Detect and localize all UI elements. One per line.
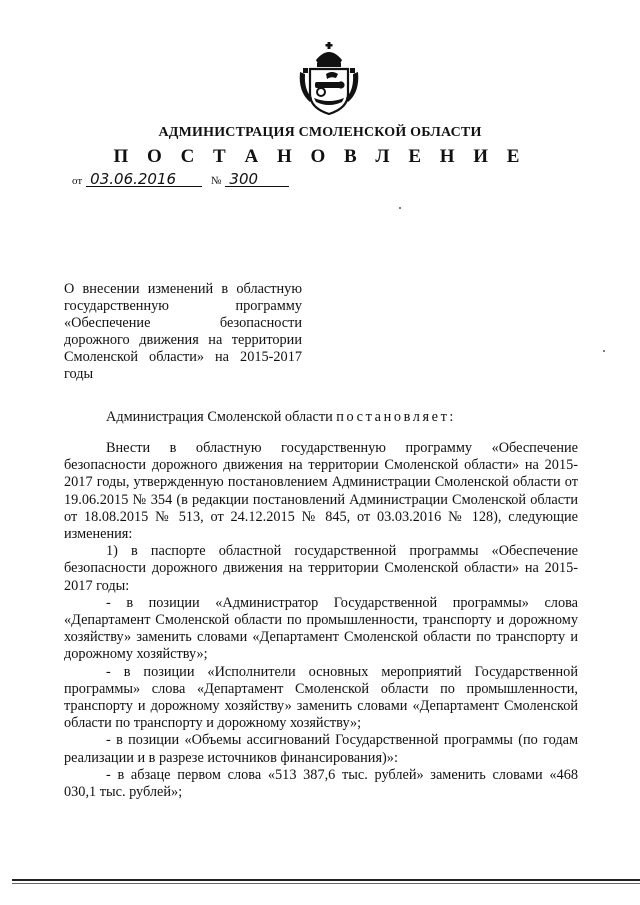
preamble xyxy=(106,409,456,426)
document-subject: О внесении изменений в областную государственную программу «Обеспечение безопасности дорожного движения на территории Смоленской области» на 2015-2017 годы xyxy=(64,281,302,382)
organization-name: АДМИНИСТРАЦИЯ СМОЛЕНСКОЙ ОБЛАСТИ xyxy=(158,125,482,140)
scan-speck xyxy=(603,350,605,352)
preamble-resolves: постановляет: xyxy=(336,409,457,425)
date-prefix-label: от xyxy=(72,175,83,187)
date-number-line xyxy=(72,172,289,187)
scan-speck xyxy=(399,207,401,209)
paragraph-administrator: - в позиции «Администратор Государственной программы» слова «Департамент Смоленской области по промышленности, транспорту и дорожному хозяйству» заменить словами «Департамент Смоленской области по транспорту и дорожному хозяйству»; xyxy=(64,594,578,663)
paragraph-executors: - в позиции «Исполнители основных мероприятий Государственной программы» слова «Департамент Смоленской области по промышленности, транспорту и дорожному хозяйству» заменить словами «Департамент Смоленской области по транспорту и дорожному хозяйству»; xyxy=(64,663,578,732)
document-number: 300 xyxy=(225,172,289,187)
paragraph-allocations: - в позиции «Объемы ассигнований Государственной программы (по годам реализации и в разрезе источников финансирования)»: xyxy=(64,732,578,766)
paragraph-main: Внести в областную государственную программу «Обеспечение безопасности дорожного движения на территории Смоленской области» на 2015-2017 годы, утвержденную постановлением Администрации Смоленской области от 19.06.2015 № 354 (в редакции постановлений Администрации Смоленской области от 18.08.2015 № 513, от 24.12.2015 № 845, от 03.03.2016 № 128), следующие изменения: xyxy=(64,440,578,543)
coat-of-arms-emblem xyxy=(296,42,362,116)
page-bottom-rule-thin xyxy=(12,883,640,884)
preamble-text: Администрация Смоленской области xyxy=(106,409,337,425)
document-date: 03.06.2016 xyxy=(86,172,202,187)
crown-icon xyxy=(316,42,342,67)
paragraph-first-abzac: - в абзаце первом слова «513 387,6 тыс. рублей» заменить словами «468 030,1 тыс. рублей»; xyxy=(64,766,578,801)
paragraph-item-1: 1) в паспорте областной государственной программы «Обеспечение безопасности дорожного движения на территории Смоленской области» на 2015-2017 годы: xyxy=(64,543,578,594)
page-bottom-rule xyxy=(12,879,640,881)
number-prefix-label: № xyxy=(210,175,222,187)
document-type-title: П О С Т А Н О В Л Е Н И Е xyxy=(113,146,527,167)
document-body xyxy=(64,440,578,801)
